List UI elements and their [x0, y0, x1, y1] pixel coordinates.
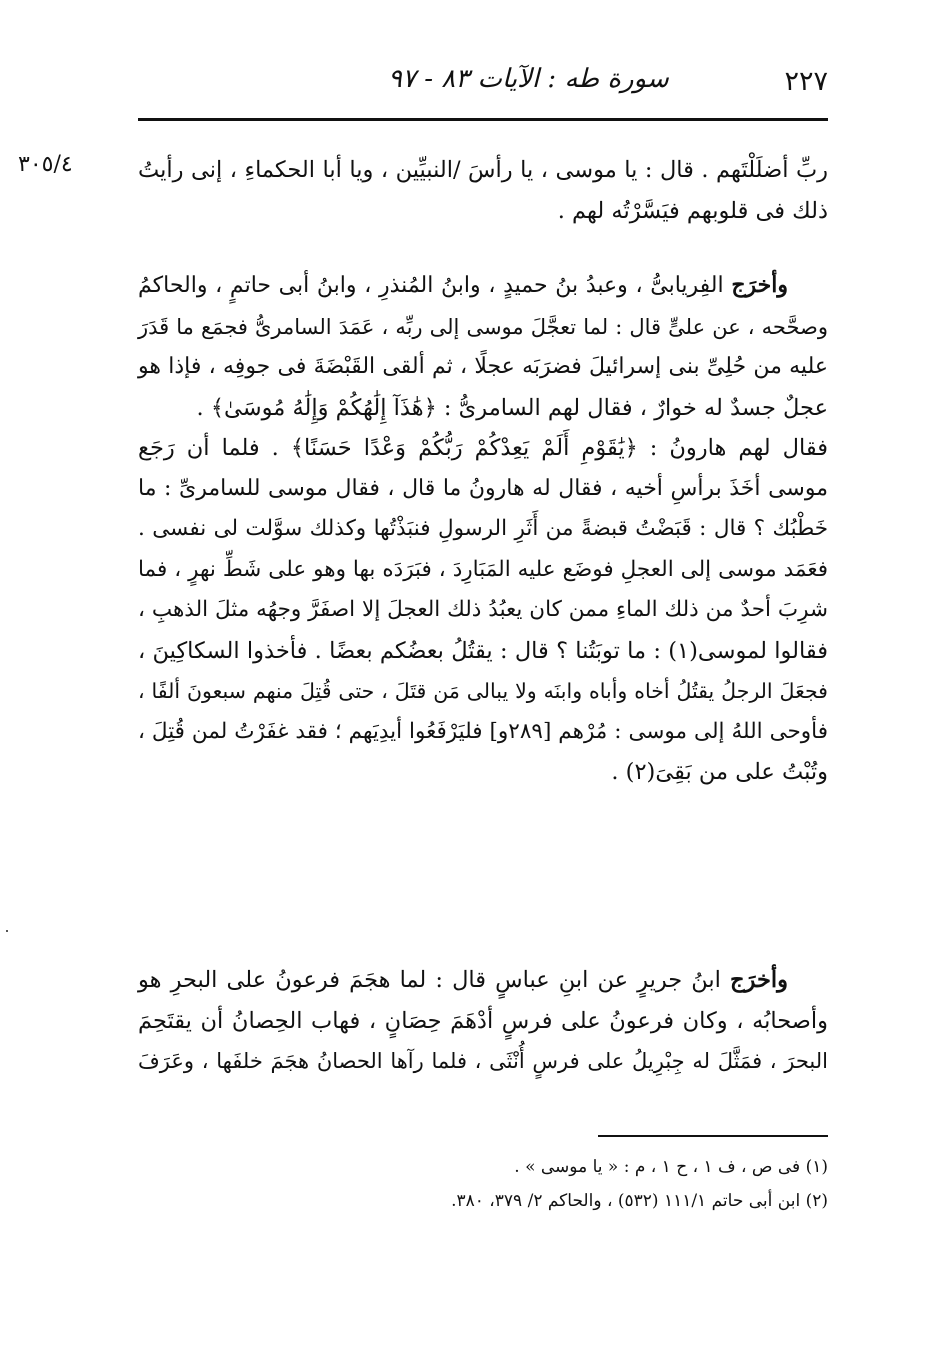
page-number: ٢٢٧ [784, 66, 828, 97]
text-line [138, 265, 828, 307]
text-line: خَطْبُك ؟ قال : قَبَضْتُ قبضةً من أَثَرِ الرسولِ فنبَذْتُها وكذلك سوَّلت لى نفسى . [138, 516, 828, 541]
text-line-rest: الفِريابىُّ ، وعبدُ بنُ حميدٍ ، وابنُ المُنذرِ ، وابنُ أبى حاتمٍ ، والحاكمُ [138, 273, 732, 298]
paragraph-3 [138, 960, 828, 1082]
text-line: عليه من حُلِىِّ بنى إسرائيلَ فضرَبَه عجلًا ، ثم ألقى القَبْضَةَ فى جوفِه ، فإذا هو [138, 354, 828, 379]
text-line: فأوحى اللهُ إلى موسى : مُرْهم [٢٨٩و] فليَرْفَعُوا أيدِيَهم ؛ فقد غفَرْتُ لمن قُتِلَ ، [138, 718, 828, 744]
text-line: البحرَ ، فمَثَّلَ له جِبْرِيلُ على فرسٍ أُنْثَى ، فلما رآها الحصانُ هجَمَ خلفَها ، وعَرَفَ [138, 1049, 828, 1073]
text-line: وصحَّحه ، عن علىٍّ قال : لما تعجَّلَ موسى إلى ربِّه ، عَمَدَ السامرىُّ فجمَع ما قَدَرَ [138, 314, 828, 339]
header-rule [138, 118, 828, 121]
text-line: موسى أخَذَ برأسِ أخيه ، فقال له هارونُ ما قال ، فقال موسى للسامرىِّ : ما [138, 475, 828, 501]
footnotes [138, 1150, 828, 1218]
text-line: ربِّ أضلَلْتَهم . قال : يا موسى ، يا رأسَ /النبيِّين ، ويا أبا الحكماءِ ، إنى رأيتُ [138, 157, 828, 183]
lead-word: وأخرَج [730, 967, 788, 993]
lead-word: وأخرَج [731, 272, 788, 298]
text-line: فقالوا لموسى(١) : ما توبَتُنا ؟ قال : يقتُلُ بعضُكم بعضًا . فأخذوا السكاكِينَ ، [138, 637, 828, 664]
text-line: فعَمَد موسى إلى العجلِ فوضَع عليه المَبَارِدَ ، فبَرَدَه بها وهو على شَطِّ نهرٍ ، فما [138, 556, 828, 582]
text-line-rest: ابنُ جريرٍ عن ابنِ عباسٍ قال : لما هجَمَ فرعونُ على البحرِ هو [138, 967, 731, 993]
text-line: وأصحابُه ، وكان فرعونُ على فرسٍ أدْهَمَ حِصَانٍ ، فهاب الحِصانُ أن يقتَحِمَ [138, 1007, 828, 1034]
paragraph-1 [138, 150, 828, 231]
chapter-title: سورة طه : الآيات ٨٣ - ٩٧ [388, 64, 669, 94]
paragraph-2 [138, 265, 828, 793]
text-line: ذلك فى قلوبهم فيَسَّرْتُه لهم . [557, 197, 828, 224]
text-line: فقال لهم هارونُ : ﴿يَٰقَوْمِ أَلَمْ يَعِدْكُمْ رَبُّكُمْ وَعْدًا حَسَنًا﴾ . فلما أن رَجَع [138, 435, 828, 461]
footnote-rule [598, 1135, 828, 1137]
scan-speck [6, 930, 8, 932]
text-line [138, 960, 828, 1001]
footnote-2: (٢) ابن أبى حاتم ١١١/١ (٥٣٢) ، والحاكم ٢/ ٣٧٩، ٣٨٠. [451, 1191, 828, 1211]
text-line: فجعَلَ الرجلُ يقتُلُ أخاه وأباه وابنَه ولا يبالى مَن قتَلَ ، حتى قُتِلَ منهم سبعونَ ألفًا ، [138, 679, 828, 703]
footnote-1: (١) فى ص ، ف ١ ، ح ١ ، م : « يا موسى » . [514, 1157, 828, 1177]
text-line: عجلٌ جسدٌ له خوارٌ ، فقال لهم السامرىُّ : ﴿هَٰذَآ إِلَٰهُكُمْ وَإِلَٰهُ مُوسَىٰ﴾ . [196, 394, 828, 421]
text-line: وتُبْتُ على من بَقِىَ(٢) . [611, 759, 828, 785]
marginal-reference: ٣٠٥/٤ [18, 152, 73, 177]
text-line: شرِبَ أحدٌ من ذلك الماءِ ممن كان يعبُدُ ذلك العجلَ إلا اصفَرَّ وجهُه مثلَ الذهبِ ، [138, 597, 828, 622]
running-header [138, 58, 828, 108]
